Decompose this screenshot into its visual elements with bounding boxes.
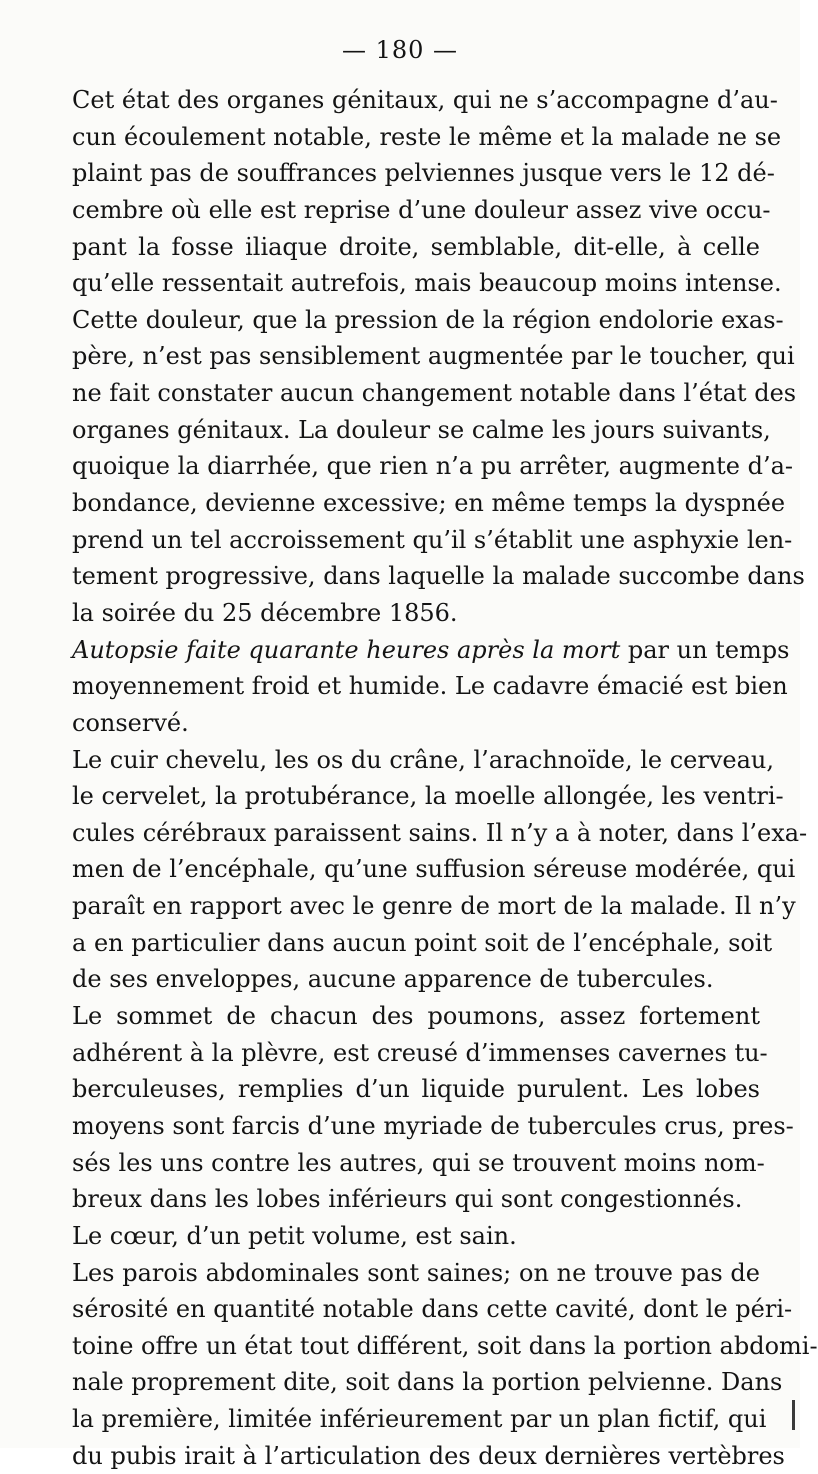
paragraph-3	[72, 742, 760, 998]
text-line: men de l’encéphale, qu’une suffusion séreuse modérée, qui	[72, 851, 760, 888]
text-line: breux dans les lobes inférieurs qui sont congestionnés.	[72, 1181, 760, 1218]
text-line: de ses enveloppes, aucune apparence de tubercules.	[72, 961, 760, 998]
text-line: qu’elle ressentait autrefois, mais beaucoup moins intense.	[72, 265, 760, 302]
paragraph-2	[72, 632, 760, 742]
text-line: le cervelet, la protubérance, la moelle allongée, les ventri-	[72, 778, 760, 815]
page-edge-mark	[792, 1400, 795, 1430]
text-line: sés les uns contre les autres, qui se trouvent moins nom-	[72, 1145, 760, 1182]
text-line: ne fait constater aucun changement notable dans l’état des	[72, 375, 760, 412]
text-line	[72, 632, 760, 669]
text-line: tement progressive, dans laquelle la malade succombe dans	[72, 558, 760, 595]
text-line: Le cuir chevelu, les os du crâne, l’arachnoïde, le cerveau,	[72, 742, 760, 779]
paragraph-6	[72, 1255, 760, 1474]
text-line: organes génitaux. La douleur se calme les jours suivants,	[72, 412, 760, 449]
text-line: nale proprement dite, soit dans la portion pelvienne. Dans	[72, 1364, 760, 1401]
text-line: du pubis irait à l’articulation des deux dernières vertèbres	[72, 1438, 760, 1474]
paragraph-5	[72, 1218, 760, 1255]
text-line: Cette douleur, que la pression de la région endolorie exas-	[72, 302, 760, 339]
text-line: cun écoulement notable, reste le même et la malade ne se	[72, 119, 760, 156]
text-line: plaint pas de souffrances pelviennes jusque vers le 12 dé-	[72, 155, 760, 192]
text-line: Le cœur, d’un petit volume, est sain.	[72, 1218, 760, 1255]
text-line: paraît en rapport avec le genre de mort de la malade. Il n’y	[72, 888, 760, 925]
text-line: bondance, devienne excessive; en même temps la dyspnée	[72, 485, 760, 522]
text-line: cembre où elle est reprise d’une douleur assez vive occu-	[72, 192, 760, 229]
text-line: adhérent à la plèvre, est creusé d’immenses cavernes tu-	[72, 1035, 760, 1072]
text-line: la soirée du 25 décembre 1856.	[72, 595, 760, 632]
text-line: cules cérébraux paraissent sains. Il n’y a à noter, dans l’exa-	[72, 815, 760, 852]
text-line: toine offre un état tout différent, soit dans la portion abdomi-	[72, 1328, 760, 1365]
text-line: sérosité en quantité notable dans cette cavité, dont le péri-	[72, 1291, 760, 1328]
page-number: — 180 —	[0, 36, 800, 64]
paragraph-4	[72, 998, 760, 1218]
text-line: la première, limitée inférieurement par un plan fictif, qui	[72, 1401, 760, 1438]
text-line: a en particulier dans aucun point soit de l’encéphale, soit	[72, 925, 760, 962]
autopsy-heading: Autopsie faite quarante heures après la mort	[72, 636, 620, 664]
text-fragment: par un temps	[620, 636, 789, 664]
text-line: prend un tel accroissement qu’il s’établit une asphyxie len-	[72, 522, 760, 559]
text-line: moyennement froid et humide. Le cadavre émacié est bien	[72, 668, 760, 705]
text-line: berculeuses, remplies d’un liquide purulent. Les lobes	[72, 1071, 760, 1108]
text-line: pant la fosse iliaque droite, semblable, dit-elle, à celle	[72, 229, 760, 266]
text-line: moyens sont farcis d’une myriade de tubercules crus, pres-	[72, 1108, 760, 1145]
paragraph-1	[72, 82, 760, 632]
text-line: Cet état des organes génitaux, qui ne s’accompagne d’au-	[72, 82, 760, 119]
body-text	[72, 82, 760, 1474]
text-line: quoique la diarrhée, que rien n’a pu arrêter, augmente d’a-	[72, 448, 760, 485]
text-line: père, n’est pas sensiblement augmentée par le toucher, qui	[72, 338, 760, 375]
text-line: conservé.	[72, 705, 760, 742]
text-line: Le sommet de chacun des poumons, assez fortement	[72, 998, 760, 1035]
text-line: Les parois abdominales sont saines; on ne trouve pas de	[72, 1255, 760, 1292]
